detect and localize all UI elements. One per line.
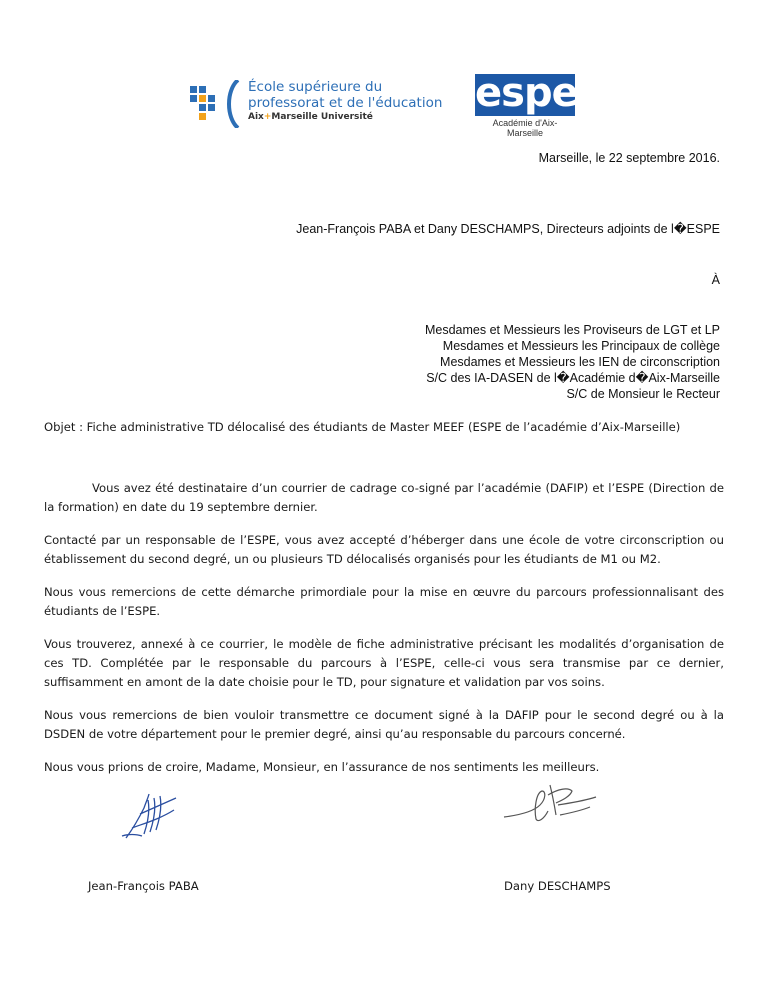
signature-deschamps [500, 775, 605, 827]
letter-body [44, 479, 724, 777]
logo-espe-word: espe [475, 70, 578, 116]
subject-line: Objet : Fiche administrative TD délocalisé des étudiants de Master MEEF (ESPE de l’académie d’Aix-Marseille) [44, 420, 681, 434]
body-paragraph: Vous trouverez, annexé à ce courrier, le modèle de fiche administrative précisant les modalités d’organisation de ces TD. Complétée par le responsable du parcours à l’ESPE, celle-ci vous sera transmise par ce dernier, suffisamment en amont de la date choisie pour le TD, pour signature et validation par vos soins. [44, 637, 724, 689]
body-paragraph: Nous vous remercions de cette démarche primordiale pour la mise en œuvre du parcours professionnalisant des étudiants de l’ESPE. [44, 585, 724, 618]
signatory-left: Jean-François PABA [88, 879, 199, 893]
logo-line2: professorat et de l'éducation [248, 95, 443, 111]
espe-academie-logo [475, 70, 578, 138]
logo-line3-aix: Aix [248, 112, 264, 122]
recipient-line: S/C des IA-DASEN de l�Académie d�Aix-Marseille [426, 371, 720, 385]
to-marker: À [711, 273, 720, 287]
recipient-line: Mesdames et Messieurs les Principaux de collège [442, 339, 720, 353]
logo-line3-univ: Marseille Université [271, 112, 373, 122]
espe-amu-logo [188, 74, 448, 128]
recipient-line: S/C de Monsieur le Recteur [566, 387, 720, 401]
signatory-right: Dany DESCHAMPS [504, 879, 611, 893]
recipient-line: Mesdames et Messieurs les IEN de circonscription [440, 355, 720, 369]
body-paragraph: Contacté par un responsable de l’ESPE, vous avez accepté d’héberger dans une école de votre circonscription ou établissement du second degré, un ou plusieurs TD délocalisés organisés pour les étudiants de M1 ou M2. [44, 533, 724, 566]
recipient-line: Mesdames et Messieurs les Proviseurs de LGT et LP [424, 323, 720, 337]
place-date: Marseille, le 22 septembre 2016. [538, 151, 720, 165]
body-paragraph: Nous vous prions de croire, Madame, Monsieur, en l’assurance de nos sentiments les meilleurs. [44, 760, 600, 774]
body-paragraph: Nous vous remercions de bien vouloir transmettre ce document signé à la DAFIP pour le second degré ou à la DSDEN de votre département pour le premier degré, ainsi qu’au responsable du parcours concerné. [44, 708, 724, 741]
sender-line: Jean-François PABA et Dany DESCHAMPS, Directeurs adjoints de l�ESPE [296, 222, 720, 236]
logo-line1: École supérieure du [248, 79, 383, 95]
signature-paba [118, 790, 188, 842]
recipients-block [300, 322, 720, 402]
body-paragraph: Vous avez été destinataire d’un courrier de cadrage co-signé par l’académie (DAFIP) et l’ESPE (Direction de la formation) en date du 19 septembre dernier. [44, 481, 724, 514]
logo-plus: + [263, 112, 272, 122]
espe-symbol-icon [188, 80, 244, 128]
logo-caption: Académie d'Aix-Marseille [492, 118, 558, 138]
